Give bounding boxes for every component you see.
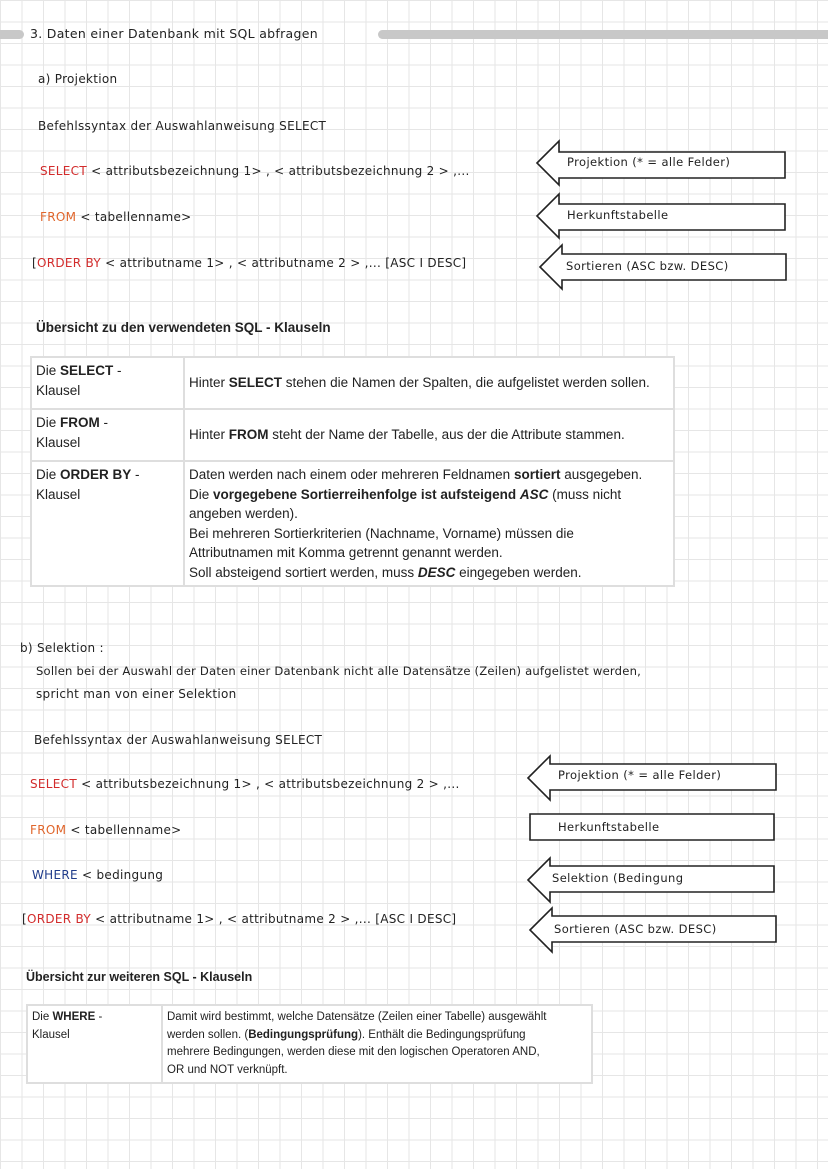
clause-name-cell: Die FROM - Klausel (31, 409, 184, 461)
table-row (31, 461, 674, 586)
arrow-note-selektion (528, 858, 776, 902)
clause-name-cell: Die ORDER BY - Klausel (31, 461, 184, 586)
open-bracket: [ (22, 912, 27, 926)
arrow-note-projektion (537, 141, 787, 185)
syntax-line-order-by (32, 256, 466, 270)
clause-description-cell: Hinter SELECT stehen die Namen der Spalten, die aufgelistet werden sollen. (184, 357, 674, 409)
syntax-line-from (40, 210, 192, 224)
syntax-line-where (32, 868, 163, 882)
keyword-where: WHERE (32, 868, 78, 882)
clause-description-cell: Damit wird bestimmt, welche Datensätze (Zeilen einer Tabelle) ausgewählt werden sollen. (Bedingungsprüfung). Enthält die Bedingungsprüfung mehrere Bedingungen, werden diese mit den logischen Operatoren AND, OR und NOT verknüpft. (162, 1005, 592, 1083)
section-b-heading: b) Selektion : (20, 641, 104, 655)
arrow-label: Herkunftstabelle (558, 820, 660, 834)
arrow-label: Sortieren (ASC bzw. DESC) (554, 922, 717, 936)
section-b-syntax-label: Befehlssyntax der Auswahlanweisung SELECT (34, 733, 323, 747)
table-2-heading: Übersicht zur weiteren SQL - Klauseln (26, 970, 253, 984)
syntax-line-from (30, 823, 182, 837)
syntax-args: < tabellenname> (76, 210, 192, 224)
keyword-from: FROM (30, 823, 67, 837)
syntax-line-select (30, 777, 460, 791)
section-a-heading: a) Projektion (38, 72, 118, 86)
arrow-note-projektion (528, 756, 778, 800)
keyword-select: SELECT (30, 777, 77, 791)
arrow-note-herkunft (537, 194, 787, 238)
keyword-select: SELECT (40, 164, 87, 178)
title-bar-left (0, 30, 24, 39)
arrow-label: Sortieren (ASC bzw. DESC) (566, 259, 729, 273)
clauses-table-1 (30, 356, 675, 587)
syntax-args: < bedingung (77, 868, 164, 882)
page-title: 3. Daten einer Datenbank mit SQL abfragen (30, 26, 318, 41)
syntax-line-order-by (22, 912, 456, 926)
clauses-table-2 (26, 1004, 593, 1084)
syntax-args: < attributsbezeichnung 1> , < attributsbezeichnung 2 > ,... (86, 164, 470, 178)
table-row (27, 1005, 592, 1083)
clause-name-cell: Die WHERE - Klausel (27, 1005, 162, 1083)
open-bracket: [ (32, 256, 37, 270)
keyword-from: FROM (40, 210, 77, 224)
clause-description-cell: Daten werden nach einem oder mehreren Feldnamen sortiert ausgegeben. Die vorgegebene Sortierreihenfolge ist aufsteigend ASC (muss nicht angeben werden). Bei mehreren Sortierkriterien (Nachname, Vorname) müssen die Attributnamen mit Komma getrennt genannt werden. Soll absteigend sortiert werden, muss DESC eingegeben werden. (184, 461, 674, 586)
arrow-label: Projektion (* = alle Felder) (558, 768, 722, 782)
syntax-line-select (40, 164, 470, 178)
table-row (31, 357, 674, 409)
arrow-label: Selektion (Bedingung (552, 871, 684, 885)
arrow-note-herkunft (530, 814, 776, 842)
section-b-intro-2: spricht man von einer Selektion (36, 687, 237, 701)
table-1-heading: Übersicht zu den verwendeten SQL - Klauseln (36, 320, 331, 335)
syntax-args: < attributname 1> , < attributname 2 > ,... [ASC I DESC] (101, 256, 467, 270)
syntax-args: < attributsbezeichnung 1> , < attributsbezeichnung 2 > ,... (76, 777, 460, 791)
keyword-order-by: ORDER BY (36, 256, 102, 270)
arrow-label: Herkunftstabelle (567, 208, 669, 222)
clause-description-cell: Hinter FROM steht der Name der Tabelle, aus der die Attribute stammen. (184, 409, 674, 461)
table-row (31, 409, 674, 461)
section-b-intro-1: Sollen bei der Auswahl der Daten einer Datenbank nicht alle Datensätze (Zeilen) aufgelistet werden, (36, 664, 642, 678)
title-bar-right (378, 30, 828, 39)
clause-name-cell: Die SELECT - Klausel (31, 357, 184, 409)
syntax-args: < attributname 1> , < attributname 2 > ,... [ASC I DESC] (91, 912, 457, 926)
section-a-syntax-label: Befehlssyntax der Auswahlanweisung SELECT (38, 119, 327, 133)
arrow-label: Projektion (* = alle Felder) (567, 155, 731, 169)
syntax-args: < tabellenname> (66, 823, 182, 837)
arrow-note-sortieren (540, 245, 788, 289)
arrow-note-sortieren (530, 908, 778, 952)
keyword-order-by: ORDER BY (26, 912, 92, 926)
